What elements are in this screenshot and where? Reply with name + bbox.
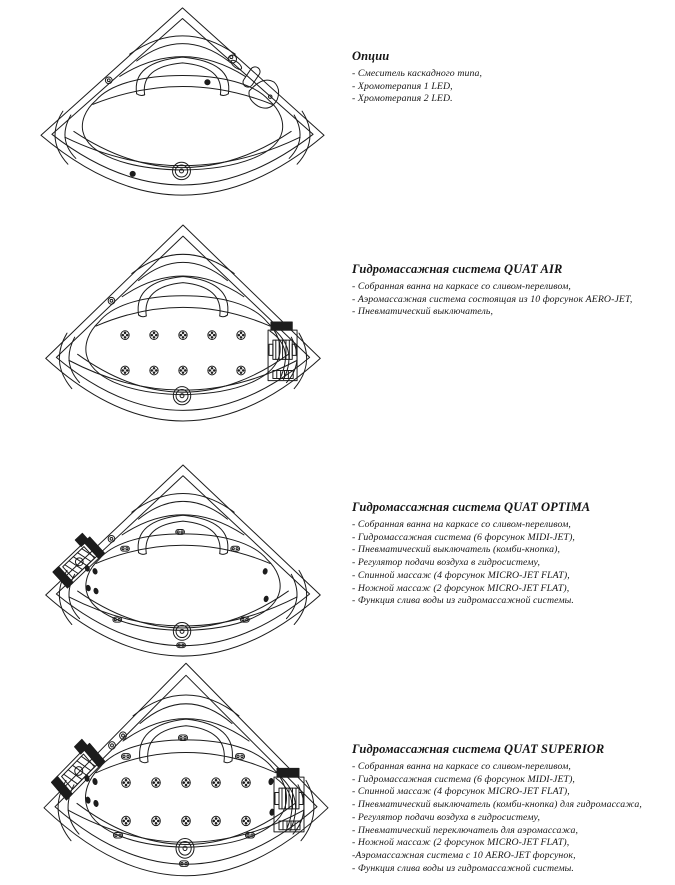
corner-bathtub-drawing-quat-air (38, 222, 328, 424)
spec-item: - Хромотерапия 2 LED. (352, 93, 453, 105)
midi-jet-icon (251, 834, 253, 836)
aero-jet-icon (126, 334, 128, 336)
midi-jet-icon (119, 834, 121, 836)
headrest (224, 761, 232, 763)
aero-jet-icon (240, 336, 242, 338)
aero-jet-icon (245, 817, 247, 819)
aero-jet-icon (238, 334, 240, 336)
pump-unit (46, 737, 104, 800)
figure-quat-air (38, 222, 328, 424)
blower-motor (269, 344, 273, 355)
pneumatic-button-icon (109, 742, 116, 749)
aero-jet-icon (238, 369, 240, 371)
aero-jet-icon (183, 781, 185, 783)
midi-jet-icon (123, 755, 125, 757)
spec-item: - Пневматический переключатель для аэромассажа, (352, 824, 579, 836)
headrest (139, 553, 147, 555)
headrest (139, 315, 147, 317)
blower-unit (277, 768, 299, 777)
blower-unit (271, 322, 292, 330)
midi-jet-icon (122, 548, 124, 550)
aero-jet-icon (182, 332, 184, 334)
corner-bathtub-drawing-quat-optima (38, 462, 328, 659)
back-jet-icon (92, 568, 97, 574)
midi-jet-icon (232, 548, 234, 550)
back-jet-icon (93, 588, 98, 594)
pneumatic-button-icon (110, 299, 113, 302)
aero-jet-icon (240, 372, 242, 374)
aero-jet-icon (153, 336, 155, 338)
aero-jet-icon (157, 781, 159, 783)
aero-jet-icon (182, 336, 184, 338)
apron-curve (69, 597, 297, 626)
foot-jet-icon (264, 596, 269, 602)
spec-item: - Пневматический выключатель (комби-кнопка) для гидромассажа, (352, 799, 642, 811)
headrest (220, 315, 228, 317)
midi-jet-icon (177, 531, 179, 533)
aero-jet-icon (157, 820, 159, 822)
spec-block-quat-optima (352, 500, 672, 608)
midi-jet-icon (242, 619, 244, 621)
spec-item: - Ножной массаж (2 форсунок MICRO-JET FLAT), (352, 837, 570, 849)
pump-unit (48, 531, 105, 588)
cascade-mixer-icon (230, 56, 233, 59)
aero-jet-icon (242, 334, 244, 336)
aero-jet-icon (211, 336, 213, 338)
drain-icon (179, 842, 191, 856)
aero-jet-icon (123, 781, 125, 783)
drain-icon (176, 625, 188, 637)
midi-jet-icon (118, 619, 120, 621)
pneumatic-button-icon (107, 79, 110, 82)
spec-item: - Гидромассажная система (6 форсунок MIDI-JET), (352, 531, 575, 543)
aero-jet-icon (180, 369, 182, 371)
midi-jet-icon (126, 548, 128, 550)
backrest-arc (139, 262, 228, 280)
pneumatic-button-icon (122, 734, 125, 737)
led-dot-icon (130, 171, 135, 176)
midi-jet-icon (127, 755, 129, 757)
aero-jet-icon (151, 369, 153, 371)
foot-jet-icon (268, 778, 273, 785)
aero-jet-icon (182, 372, 184, 374)
headrest (146, 521, 220, 554)
aero-jet-icon (124, 336, 126, 338)
aero-jet-icon (245, 779, 247, 781)
aero-jet-icon (213, 369, 215, 371)
pneumatic-button-icon (105, 77, 112, 84)
back-jet-icon (93, 800, 99, 807)
aero-jet-icon (182, 367, 184, 369)
aero-jet-icon (215, 779, 217, 781)
spec-item: - Спинной массаж (4 форсунок MICRO-JET FLAT), (352, 569, 570, 581)
aero-jet-icon (209, 369, 211, 371)
section-title: Гидромассажная система QUAT OPTIMA (352, 500, 591, 514)
aero-jet-icon (155, 334, 157, 336)
backrest-arc (140, 704, 232, 724)
aero-jet-icon (247, 781, 249, 783)
aero-jet-icon (122, 334, 124, 336)
pneumatic-button-icon (110, 537, 113, 540)
aero-jet-icon (124, 332, 126, 334)
basin-edge-line (93, 87, 272, 105)
pneumatic-button-icon (111, 744, 114, 747)
figure-quat-optima (38, 462, 328, 659)
aero-jet-icon (184, 369, 186, 371)
headrest (137, 94, 145, 96)
spec-item: - Пневматический выключатель (комби-кнопка), (352, 544, 561, 556)
section-title: Гидромассажная система QUAT SUPERIOR (352, 742, 605, 756)
midi-jet-icon (181, 531, 183, 533)
section-title: Гидромассажная система QUAT AIR (352, 262, 563, 276)
aero-jet-icon (183, 820, 185, 822)
headrest (140, 761, 148, 763)
section-title: Опции (352, 49, 390, 63)
blower-motor (275, 792, 279, 804)
aero-jet-icon (217, 781, 219, 783)
aero-jet-icon (213, 781, 215, 783)
headrest (220, 553, 228, 555)
aero-jet-icon (213, 334, 215, 336)
aero-jet-icon (125, 779, 127, 781)
aero-jet-icon (123, 820, 125, 822)
spec-item: - Функция слива воды из гидромассажной системы. (352, 595, 574, 607)
drain-icon (175, 165, 187, 177)
midi-jet-icon (185, 862, 187, 864)
aero-jet-icon (215, 817, 217, 819)
headrest (146, 283, 220, 316)
spec-item: - Хромотерапия 1 LED, (352, 80, 453, 92)
aero-jet-icon (184, 334, 186, 336)
spec-item: - Собранная ванна на каркасе со сливом-переливом, (352, 761, 571, 772)
aero-jet-icon (215, 784, 217, 786)
corner-bathtub-drawing-options (33, 5, 332, 198)
aero-jet-icon (243, 820, 245, 822)
figure-quat-superior (36, 660, 336, 879)
headrest (148, 726, 225, 762)
aero-jet-icon (122, 369, 124, 371)
aero-jet-icon (245, 822, 247, 824)
spec-item: - Аэромассажная система состоящая из 10 форсунок AERO-JET, (352, 293, 633, 305)
aero-jet-icon (127, 781, 129, 783)
spec-item: - Регулятор подачи воздуха в гидросистему, (352, 811, 541, 823)
aero-jet-icon (155, 779, 157, 781)
headrest (220, 94, 228, 96)
spec-item: - Пневматический выключатель, (352, 306, 493, 318)
aero-jet-icon (187, 781, 189, 783)
pneumatic-button-icon (108, 297, 115, 304)
midi-jet-icon (241, 755, 243, 757)
apron-curve (65, 137, 300, 165)
aero-jet-icon (240, 332, 242, 334)
aero-jet-icon (153, 367, 155, 369)
aero-jet-icon (213, 820, 215, 822)
aero-jet-icon (124, 367, 126, 369)
aero-jet-icon (209, 334, 211, 336)
midi-jet-icon (180, 737, 182, 739)
spec-item: - Гидромассажная система (6 форсунок MIDI-JET), (352, 773, 575, 785)
aero-jet-icon (125, 817, 127, 819)
aero-jet-icon (124, 372, 126, 374)
drain-icon (176, 389, 188, 402)
aero-jet-icon (211, 367, 213, 369)
aero-jet-icon (127, 820, 129, 822)
aero-jet-icon (185, 784, 187, 786)
backrest-arc (137, 44, 229, 61)
aero-jet-icon (240, 367, 242, 369)
aero-jet-icon (243, 781, 245, 783)
aero-jet-icon (245, 784, 247, 786)
corner-bathtub-drawing-quat-superior (36, 660, 336, 879)
cascade-spout-icon (249, 80, 279, 108)
foot-jet-icon (263, 568, 268, 574)
aero-jet-icon (155, 784, 157, 786)
aero-jet-icon (153, 820, 155, 822)
spec-block-options (352, 49, 672, 106)
aero-jet-icon (155, 817, 157, 819)
basin-edge-line (96, 307, 270, 326)
backrest-arc (139, 501, 228, 519)
aero-jet-icon (211, 372, 213, 374)
aero-jet-icon (153, 372, 155, 374)
aero-jet-icon (185, 822, 187, 824)
aero-jet-icon (125, 784, 127, 786)
aero-jet-icon (153, 781, 155, 783)
spec-block-quat-air (352, 262, 672, 319)
midi-jet-icon (246, 619, 248, 621)
midi-jet-icon (184, 737, 186, 739)
aero-jet-icon (185, 779, 187, 781)
pneumatic-button-icon (108, 535, 115, 542)
figure-options (33, 5, 332, 198)
aero-jet-icon (215, 822, 217, 824)
aero-jet-icon (126, 369, 128, 371)
midi-jet-icon (236, 548, 238, 550)
aero-jet-icon (242, 369, 244, 371)
aero-jet-icon (125, 822, 127, 824)
aero-jet-icon (211, 332, 213, 334)
spec-item: - Ножной массаж (2 форсунок MICRO-JET FLAT), (352, 582, 570, 594)
aero-jet-icon (155, 822, 157, 824)
aero-jet-icon (153, 332, 155, 334)
midi-jet-icon (115, 834, 117, 836)
aero-jet-icon (187, 820, 189, 822)
spec-block-quat-superior (352, 742, 672, 875)
aero-jet-icon (217, 820, 219, 822)
back-jet-icon (92, 778, 98, 785)
midi-jet-icon (114, 619, 116, 621)
midi-jet-icon (237, 755, 239, 757)
aero-jet-icon (180, 334, 182, 336)
spec-item: - Функция слива воды из гидромассажной системы. (352, 862, 574, 874)
spec-item: - Собранная ванна на каркасе со сливом-переливом, (352, 519, 571, 530)
led-dot-icon (205, 80, 210, 85)
midi-jet-icon (247, 834, 249, 836)
aero-jet-icon (155, 369, 157, 371)
headrest (144, 63, 220, 95)
aero-jet-icon (185, 817, 187, 819)
spec-item: - Собранная ванна на каркасе со сливом-переливом, (352, 281, 571, 292)
spec-item: - Спинной массаж (4 форсунок MICRO-JET FLAT), (352, 786, 570, 798)
spec-item: - Смеситель каскадного типа, (352, 68, 483, 79)
aero-jet-icon (247, 820, 249, 822)
aero-jet-icon (151, 334, 153, 336)
spec-item: -Аэромассажная система с 10 AERO-JET форсунок, (352, 849, 576, 861)
spec-item: - Регулятор подачи воздуха в гидросистему, (352, 557, 541, 569)
